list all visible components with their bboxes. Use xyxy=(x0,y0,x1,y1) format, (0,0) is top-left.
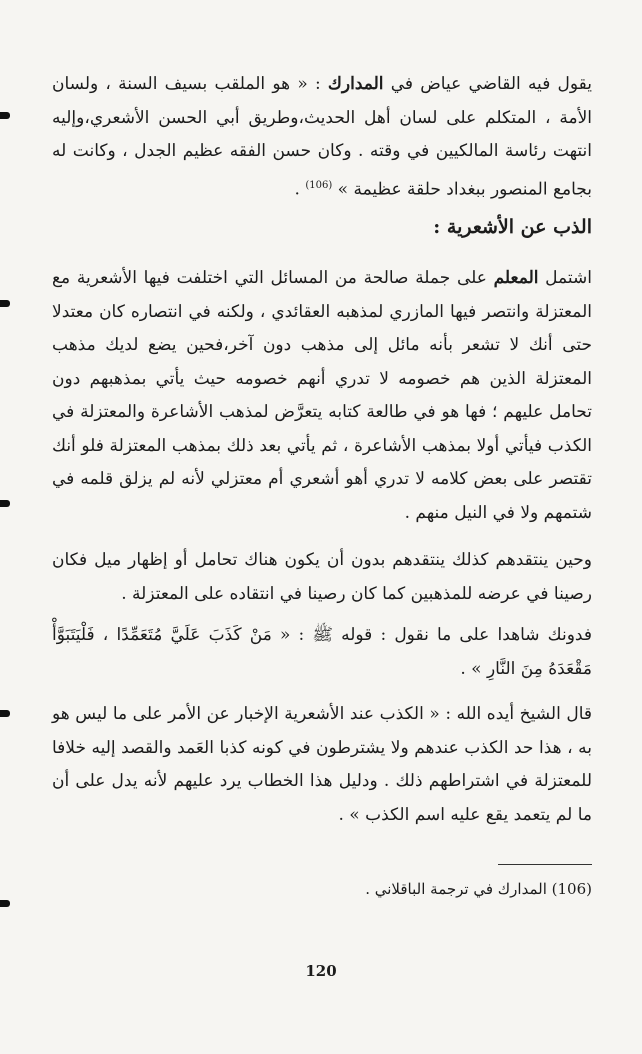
binding-mark xyxy=(0,900,10,907)
footnote-number: (106) xyxy=(551,880,592,898)
paragraph-text: اشتمل xyxy=(538,268,592,288)
binding-mark xyxy=(0,500,10,507)
bold-title-muallim: المعلم xyxy=(493,268,539,288)
paragraph-criticism: وحين ينتقدهم كذلك ينتقدهم بدون أن يكون هناك تحامل أو إظهار ميل فكان رصينا في عرضه للمذهبين كما كان رصينا في انتقاده على المعتزلة . xyxy=(52,550,592,604)
footnote xyxy=(52,880,592,898)
bold-title-madarik: المدارك xyxy=(327,74,384,94)
section-heading: الذب عن الأشعرية : xyxy=(433,216,592,238)
paragraph-text: . xyxy=(294,179,306,200)
footnote-reference: (106) xyxy=(305,179,333,191)
paragraph-quote: قال الشيخ أيده الله : « الكذب عند الأشعرية الإخبار عن الأمر على ما ليس هو به ، هذا حد الكذب عندهم ولا يشترطون في كونه كذبا العَمد والقصد إليه خلافا للمعتزلة في اشتراطهم ذلك . ودليل هذا الخطاب يرد عليهم لأنه يدل على أن ما لم يتعمد يقع عليه اسم الكذب » . xyxy=(52,704,592,825)
paragraph-hadith: فدونك شاهدا على ما نقول : قوله ﷺ : « مَنْ كَذَبَ عَلَيَّ مُتَعَمِّدًا ، فَلْيَتَبَوَّأْ مَقْعَدَهُ مِنَ النَّارِ » . xyxy=(52,625,592,679)
paragraph-intro xyxy=(52,68,592,207)
paragraph-text: : « هو الملقب بسيف السنة ، ولسان الأمة ، المتكلم على لسان أهل الحديث،وطريق أبي الحسن الأشعري،وإليه انتهت رئاسة المالكيين في وقته . وكان حسن الفقه عظيم الجدل ، وكانت له بجامع المنصور ببغداد حلقة عظيمة » xyxy=(52,74,592,200)
page-number: 120 xyxy=(305,962,337,980)
paragraph-text: يقول فيه القاضي عياض في xyxy=(383,74,592,94)
binding-mark xyxy=(0,710,10,717)
footnote-text: المدارك في ترجمة الباقلاني . xyxy=(365,880,552,898)
binding-mark xyxy=(0,112,10,119)
paragraph-text: على جملة صالحة من المسائل التي اختلفت فيها الأشعرية مع المعتزلة وانتصر فيها المازري لمذهبه العقائدي ، ولكنه في انتصاره كان معتدلا حتى أنك لا تشعر بأنه مائل إلى مذهب دون آخر،فحين يضع لديك مذهب المعتزلة الذين هم خصومه لا تدري أنهم خصومه حيث يأتي بمذهبهم دون تحامل عليهم ؛ فها هو في طالعة كتابه يتعرَّض لمذهب الأشاعرة والمعتزلة في الكذب فيأتي أولا بمذهب الأشاعرة ، ثم يأتي بعد ذلك بمذهب المعتزلة فلو أنك تقتصر على بعض كلامه لا تدري أهو أشعري أم معتزلي لأنه لم يزلق قلمه في شتمهم ولا في النيل منهم . xyxy=(52,268,592,523)
footnote-divider xyxy=(498,864,592,865)
binding-mark xyxy=(0,300,10,307)
paragraph-muallim xyxy=(52,262,592,530)
